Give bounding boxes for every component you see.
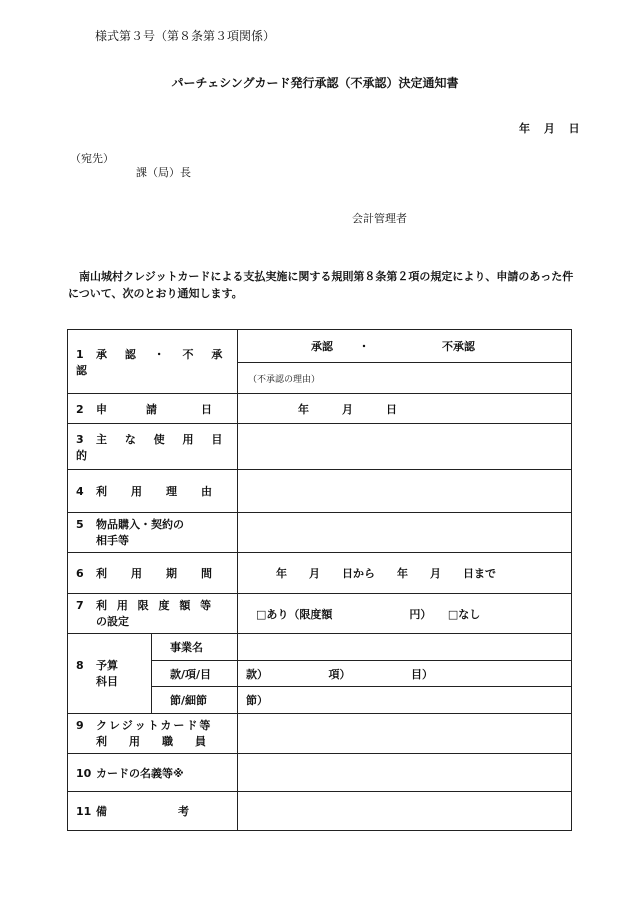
row-number: 2 — [76, 402, 84, 416]
label-part: 申 — [96, 402, 107, 416]
label-line: 利 用 限 度 額 等 — [96, 598, 215, 612]
approve-option[interactable]: 承認 — [311, 340, 333, 353]
label-line: 利 用 職 員 — [96, 734, 206, 748]
disapproval-reason-cell[interactable] — [238, 363, 572, 394]
label-part: 用 — [131, 485, 142, 498]
row-number: 1 — [76, 347, 84, 361]
row-period — [68, 553, 572, 594]
account-label: 款/項/目 — [152, 661, 238, 687]
document-title: パーチェシングカード発行承認（不承認）決定通知書 — [171, 76, 459, 90]
card-name-label — [68, 754, 238, 792]
row-number: 11 — [76, 805, 92, 818]
row-approval — [68, 330, 572, 363]
row-remarks — [68, 792, 572, 831]
project-name-label: 事業名 — [152, 634, 238, 661]
row-number: 3 — [76, 432, 84, 446]
label-part: 間 — [201, 567, 212, 580]
label-part: 用 — [131, 567, 142, 580]
card-name-label-text: カードの名義等※ — [96, 766, 184, 780]
project-name-value[interactable] — [238, 634, 572, 661]
reason-label — [68, 470, 238, 513]
approval-choice-cell[interactable] — [238, 330, 572, 363]
label-line: の設定 — [96, 614, 129, 628]
purpose-label — [68, 424, 238, 470]
limit-value[interactable]: □あり（限度額 円） □なし — [238, 594, 572, 634]
row-reason — [68, 470, 572, 513]
approval-label: 承 認 ・ 不 承 認 — [76, 347, 230, 377]
row-budget-project — [68, 634, 572, 661]
counterparty-value[interactable] — [238, 513, 572, 553]
label-part: 備 — [96, 805, 107, 818]
card-user-label — [68, 714, 238, 754]
label-line: 予算 — [96, 658, 118, 672]
row-number: 4 — [76, 485, 84, 498]
label-part: 利 — [96, 485, 107, 498]
limit-label — [68, 594, 238, 634]
period-label — [68, 553, 238, 594]
reason-value[interactable] — [238, 470, 572, 513]
notice-form-table — [67, 329, 572, 831]
counterparty-label — [68, 513, 238, 553]
label-line: クレジットカード等 — [96, 718, 213, 732]
row-number: 5 — [76, 517, 84, 531]
form-number: 様式第３号（第８条第３項関係） — [95, 29, 276, 43]
account-value[interactable]: 款） 項） 目） — [238, 661, 572, 687]
approval-label-cell — [68, 330, 238, 394]
label-part: 利 — [96, 567, 107, 580]
row-number: 7 — [76, 598, 84, 612]
card-user-value[interactable] — [238, 714, 572, 754]
application-date-label — [68, 394, 238, 424]
purpose-value[interactable] — [238, 424, 572, 470]
label-part: 期 — [166, 567, 177, 580]
addressee-name: 課（局）長 — [136, 166, 191, 179]
row-number: 10 — [76, 766, 92, 780]
row-limit — [68, 594, 572, 634]
disapprove-option[interactable]: 不承認 — [442, 340, 475, 353]
row-counterparty — [68, 513, 572, 553]
label-line: 物品購入・契約の — [96, 517, 184, 531]
application-date-value[interactable]: 年 月 日 — [238, 394, 572, 424]
remarks-value[interactable] — [238, 792, 572, 831]
row-card-user — [68, 714, 572, 754]
notice-body: 南山城村クレジットカードによる支払実施に関する規則第８条第２項の規定により、申請のあった件について、次のとおり通知します。 — [68, 270, 574, 300]
label-part: 請 — [146, 402, 157, 416]
row-card-name — [68, 754, 572, 792]
period-value[interactable]: 年 月 日から 年 月 日まで — [238, 553, 572, 594]
budget-label — [68, 634, 152, 714]
option-separator: ・ — [358, 340, 370, 353]
issue-date: 年 月 日 — [519, 122, 580, 135]
purpose-label-text: 主 な 使 用 目 的 — [76, 432, 230, 462]
remarks-label — [68, 792, 238, 831]
section-value[interactable]: 節） — [238, 687, 572, 714]
label-part: 考 — [178, 805, 189, 818]
row-number: 6 — [76, 567, 84, 580]
label-line: 科目 — [96, 674, 118, 688]
label-part: 理 — [166, 485, 177, 498]
row-number: 9 — [76, 718, 84, 732]
row-purpose — [68, 424, 572, 470]
label-part: 由 — [201, 485, 212, 498]
card-name-value[interactable] — [238, 754, 572, 792]
addressee-label: （宛先） — [70, 152, 114, 165]
sender-name: 会計管理者 — [352, 212, 407, 225]
row-application-date — [68, 394, 572, 424]
row-number: 8 — [76, 658, 84, 672]
label-part: 日 — [201, 402, 212, 416]
section-label: 節/細節 — [152, 687, 238, 714]
label-line: 相手等 — [96, 533, 129, 547]
disapproval-reason-label: （不承認の理由） — [248, 374, 321, 385]
